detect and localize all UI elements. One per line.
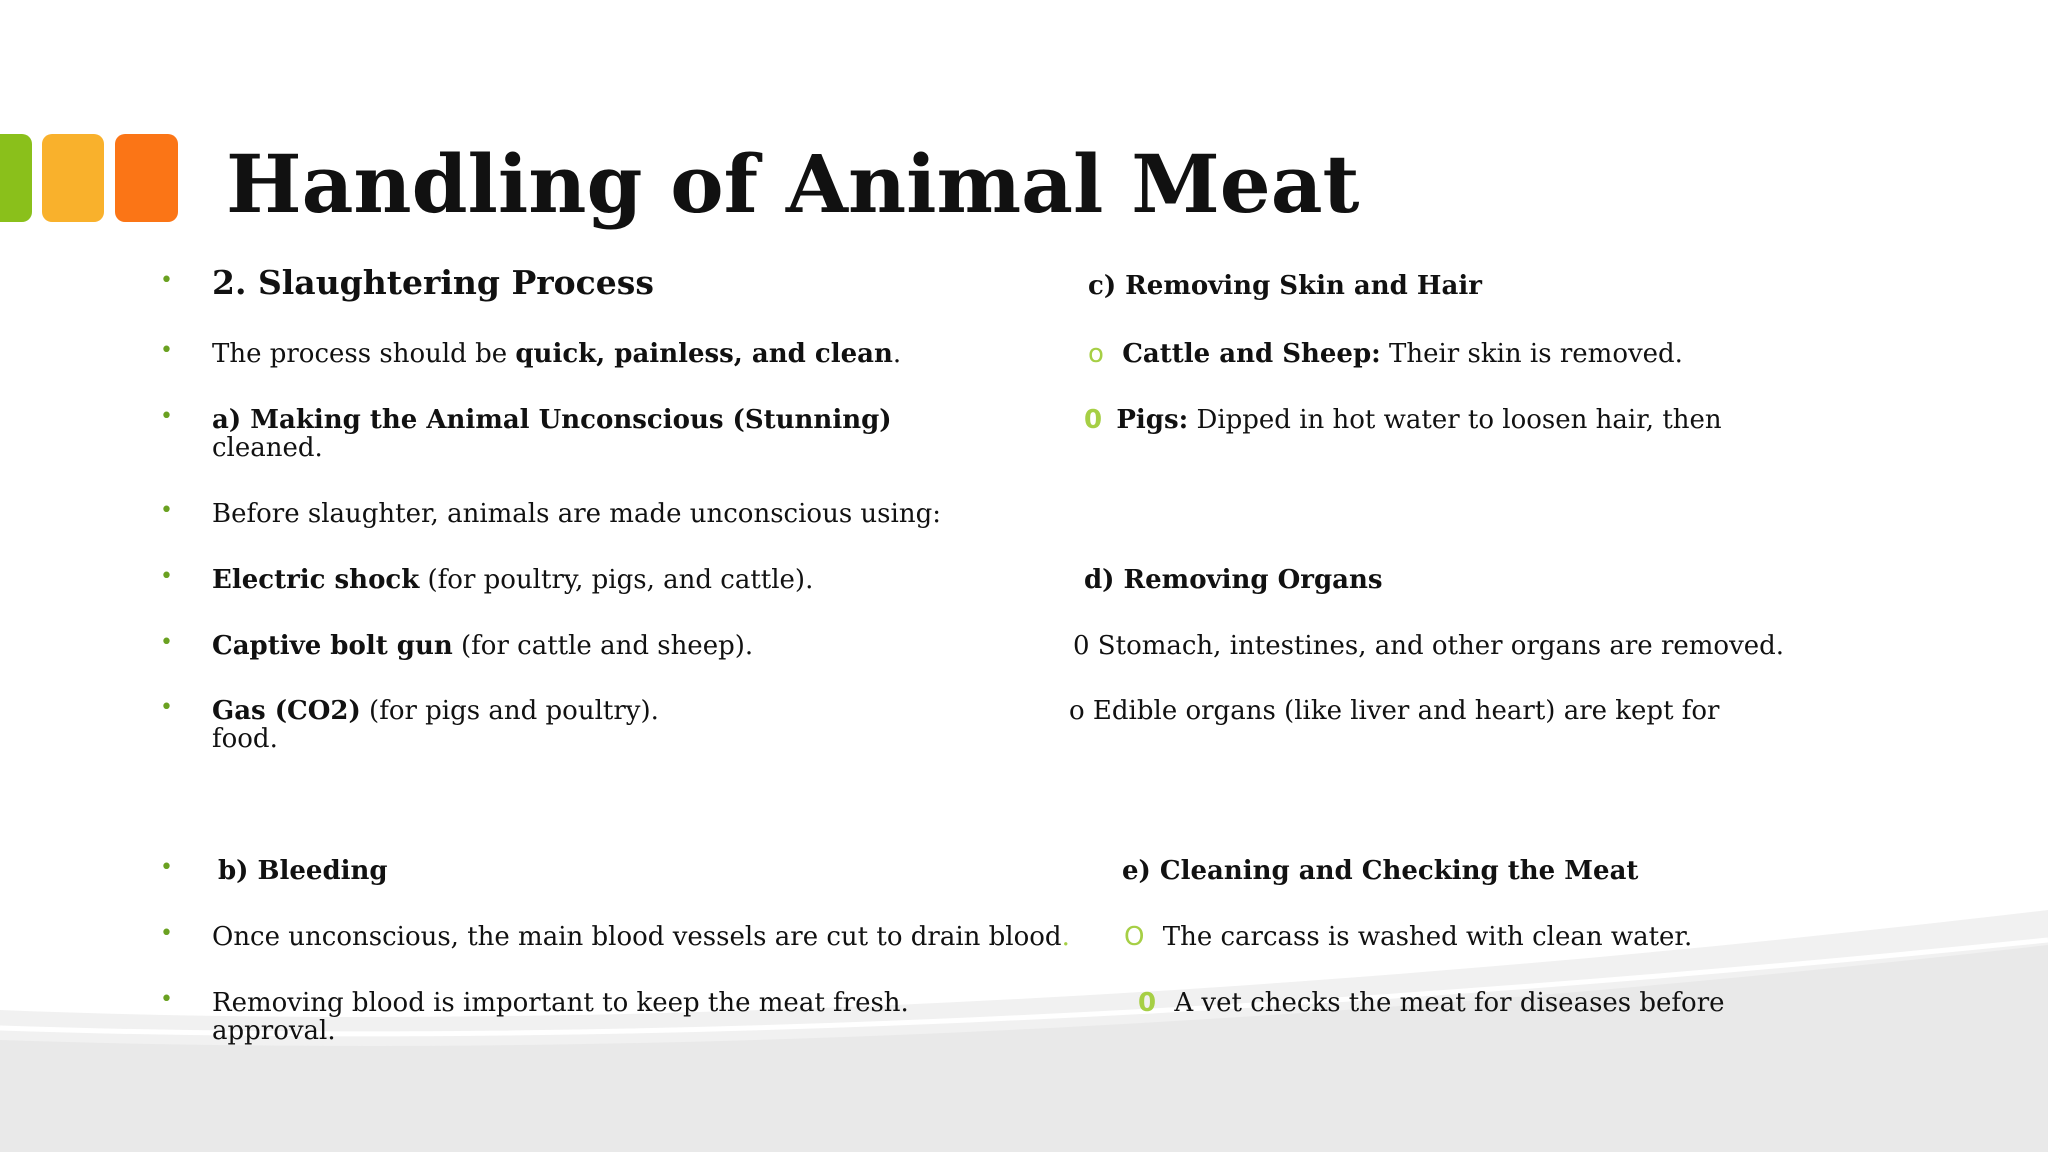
bullet-dot: •	[160, 921, 173, 946]
continuation-text: approval.	[212, 1016, 336, 1046]
item-cattle-sheep: o Cattle and Sheep: Their skin is removed.	[1088, 339, 1683, 369]
bullet-dot: •	[160, 855, 173, 880]
bullet-bleeding: b) Bleeding	[218, 856, 388, 886]
bullet-captive-bolt: Captive bolt gun (for cattle and sheep).	[212, 631, 754, 661]
bullet-dot: •	[160, 987, 173, 1012]
accent-square-orange	[115, 134, 178, 222]
item-organs-removed: 0 Stomach, intestines, and other organs are removed.	[1073, 631, 1785, 661]
accent-square-green	[0, 134, 32, 222]
item-pigs: 0 Pigs: Dipped in hot water to loosen hair, then	[1084, 405, 1722, 435]
bullet-dot: •	[160, 630, 173, 655]
bullet-dot: •	[160, 695, 173, 720]
bullet-electric-shock: Electric shock (for poultry, pigs, and cattle).	[212, 565, 814, 595]
section-heading: 2. Slaughtering Process	[212, 263, 654, 302]
bullet-dot: •	[160, 564, 173, 589]
item-edible-organs: o Edible organs (like liver and heart) are kept for	[1069, 696, 1720, 726]
item-vet-checks: 0 A vet checks the meat for diseases before	[1138, 988, 1725, 1018]
bullet-dot: •	[160, 404, 173, 429]
bullet-blood-vessels: Once unconscious, the main blood vessels are cut to drain blood.	[212, 922, 1070, 952]
continuation-text: cleaned.	[212, 433, 323, 463]
item-carcass-washed: O The carcass is washed with clean water.	[1124, 922, 1693, 952]
bullet-dot: •	[160, 338, 173, 363]
bullet-stunning: a) Making the Animal Unconscious (Stunning)	[212, 405, 892, 435]
accent-square-yellow	[42, 134, 104, 222]
bullet-dot: •	[160, 498, 173, 523]
bullet-before-slaughter: Before slaughter, animals are made unconscious using:	[212, 499, 941, 529]
continuation-text: food.	[212, 724, 278, 754]
slide-title: Handling of Animal Meat	[226, 137, 1360, 231]
bullet-gas: Gas (CO2) (for pigs and poultry).	[212, 696, 659, 726]
heading-removing-organs: d) Removing Organs	[1084, 565, 1383, 595]
heading-cleaning-checking: e) Cleaning and Checking the Meat	[1122, 856, 1639, 886]
bullet-dot: •	[160, 268, 173, 293]
bullet-removing-blood: Removing blood is important to keep the meat fresh.	[212, 988, 909, 1018]
bullet-process: The process should be quick, painless, and clean.	[212, 339, 902, 369]
heading-removing-skin: c) Removing Skin and Hair	[1088, 271, 1482, 301]
